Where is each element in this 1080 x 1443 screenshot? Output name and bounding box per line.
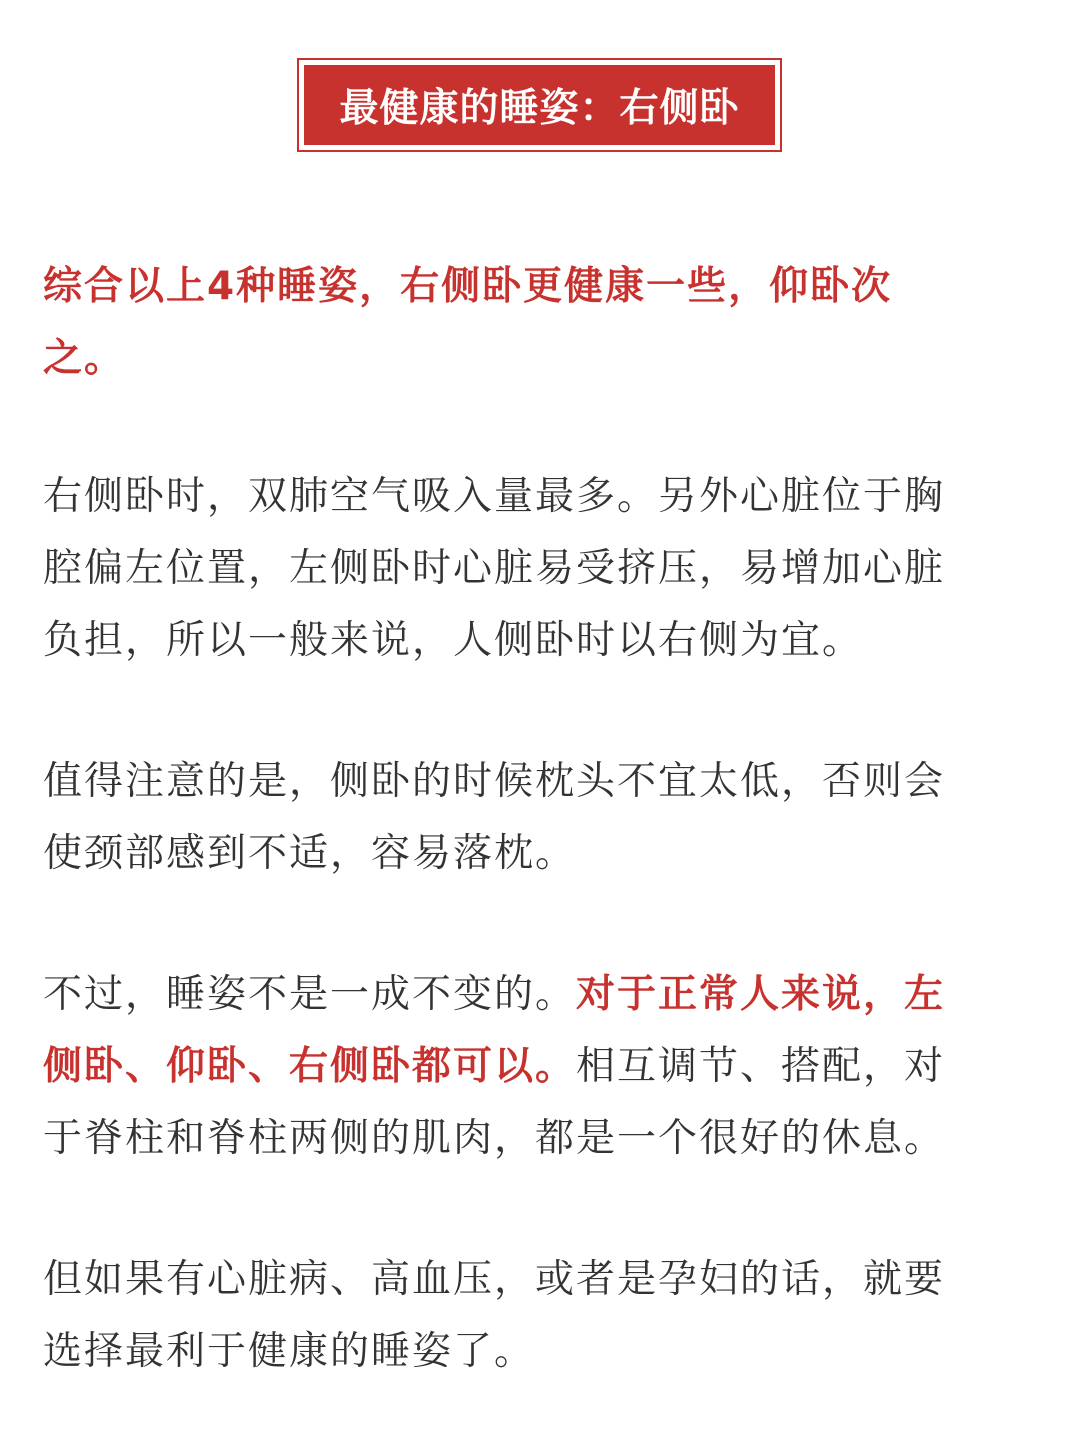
paragraph-4-line-1: 但如果有心脏病、高血压，或者是孕妇的话，就要 — [43, 1257, 946, 1302]
paragraph-4-line-2: 选择最利于健康的睡姿了。 — [43, 1329, 536, 1374]
paragraph-2-line-1: 值得注意的是，侧卧的时候枕头不宜太低，否则会 — [43, 759, 946, 804]
paragraph-posture-flexibility — [43, 959, 1043, 1175]
paragraph-health-conditions — [43, 1244, 1043, 1388]
lead-line-2: 之。 — [43, 336, 126, 381]
paragraph-right-side-benefits — [43, 461, 1043, 677]
paragraph-3-line-3: 于脊柱和脊柱两侧的肌肉，都是一个很好的休息。 — [43, 1116, 946, 1161]
paragraph-3-line-1-highlight: 对于正常人来说，左 — [576, 972, 946, 1017]
paragraph-3-line-1-plain: 不过，睡姿不是一成不变的。 — [43, 972, 577, 1017]
title-banner — [297, 58, 782, 152]
paragraph-3-line-2-highlight: 侧卧、仰卧、右侧卧都可以。 — [43, 1044, 577, 1089]
paragraph-3-line-2-plain: 相互调节、搭配，对 — [576, 1044, 946, 1089]
page-title: 最健康的睡姿：右侧卧 — [304, 65, 775, 145]
lead-paragraph — [43, 251, 1043, 395]
paragraph-pillow-note — [43, 746, 1043, 890]
paragraph-1-line-1: 右侧卧时，双肺空气吸入量最多。另外心脏位于胸 — [43, 474, 946, 519]
paragraph-1-line-2: 腔偏左位置，左侧卧时心脏易受挤压，易增加心脏 — [43, 546, 946, 591]
lead-line-1: 综合以上4种睡姿，右侧卧更健康一些，仰卧次 — [43, 264, 893, 309]
paragraph-1-line-3: 负担，所以一般来说，人侧卧时以右侧为宜。 — [43, 618, 864, 663]
paragraph-2-line-2: 使颈部感到不适，容易落枕。 — [43, 831, 577, 876]
paragraph-3-line-2 — [43, 1031, 1043, 1103]
paragraph-3-line-1 — [43, 959, 1043, 1031]
